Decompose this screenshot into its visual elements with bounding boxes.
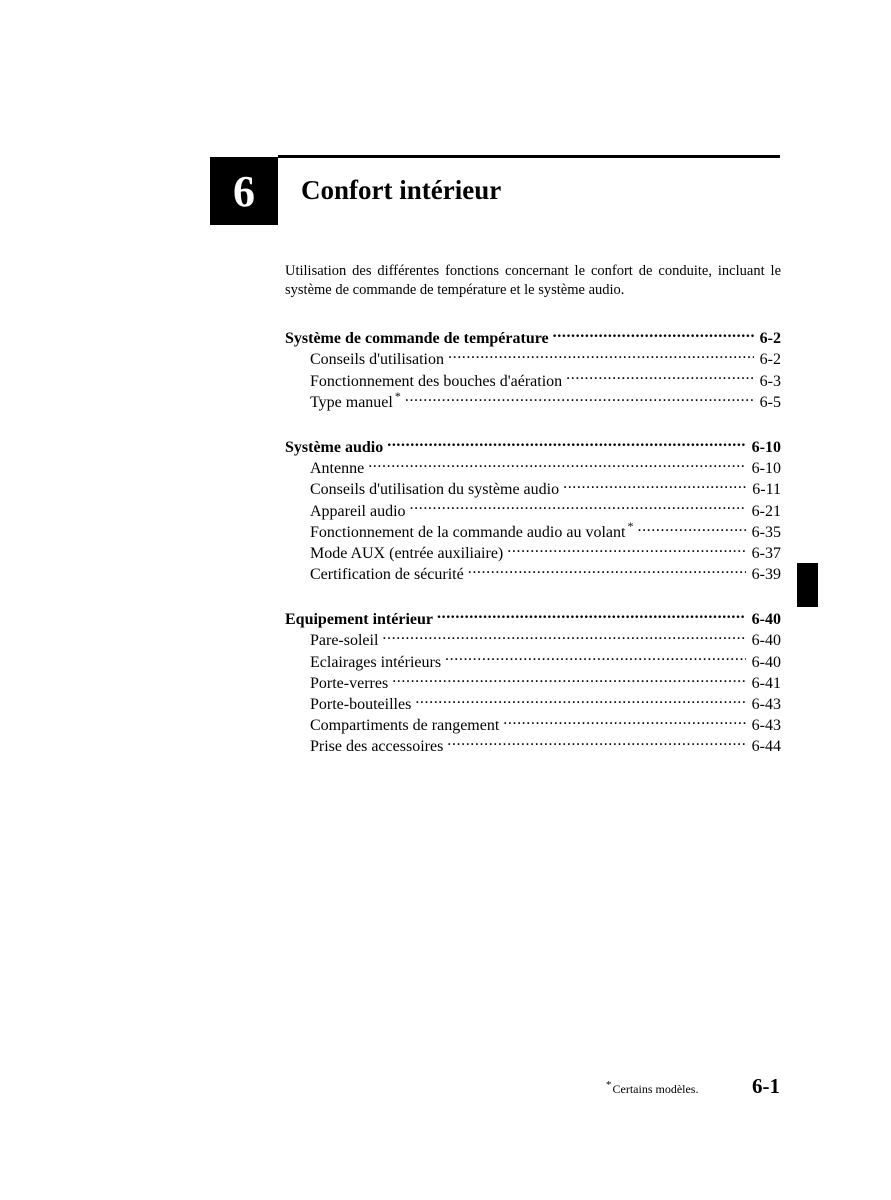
toc-page-ref: 6-11 xyxy=(752,481,781,499)
toc-page-ref: 6-5 xyxy=(759,393,781,411)
toc-entry-text: Certification de sécurité xyxy=(310,566,464,584)
dot-leader xyxy=(415,688,745,709)
toc-entry-text: Compartiments de rangement xyxy=(310,717,500,735)
toc-section-heading[interactable] xyxy=(285,322,781,348)
toc-entry-text: Conseils d'utilisation du système audio xyxy=(310,481,560,499)
toc-page-ref: 6-43 xyxy=(751,696,781,713)
toc-entry-text: Appareil audio xyxy=(310,502,406,520)
dot-leader xyxy=(368,452,745,473)
dot-leader xyxy=(448,343,754,364)
toc-entry-label xyxy=(285,458,364,479)
toc-entry-text: Conseils d'utilisation xyxy=(310,351,444,369)
toc-page-ref: 6-3 xyxy=(759,372,781,390)
toc-page-ref: 6-40 xyxy=(751,653,781,671)
toc-page-ref: 6-39 xyxy=(751,566,781,584)
toc-entry-label xyxy=(285,564,464,585)
toc-entry-label xyxy=(285,736,443,757)
toc-page-ref: 6-40 xyxy=(751,611,781,629)
chapter-number: 6 xyxy=(233,166,255,216)
toc-entry-label xyxy=(285,630,378,651)
dot-leader xyxy=(468,558,746,579)
dot-leader xyxy=(405,386,754,407)
chapter-number-box xyxy=(210,157,278,225)
dot-leader xyxy=(445,645,746,666)
toc-page-ref: 6-2 xyxy=(759,330,781,348)
toc-entry-text: Pare-soleil xyxy=(310,632,379,650)
toc-page-ref: 6-40 xyxy=(751,632,781,650)
toc-page-ref: 6-43 xyxy=(751,717,781,735)
footnote xyxy=(606,1079,698,1097)
toc-entry-text: Système audio xyxy=(285,438,384,456)
dot-leader xyxy=(503,709,745,730)
dot-leader xyxy=(382,624,745,645)
dot-leader xyxy=(437,603,746,624)
dot-leader xyxy=(566,364,754,385)
toc-entry-text: Eclairages intérieurs xyxy=(310,653,442,671)
toc-entry-text: Equipement intérieur xyxy=(285,611,433,629)
toc-entry-text: Antenne xyxy=(310,460,365,478)
chapter-intro: Utilisation des différentes fonctions concernant le confort de conduite, incluant le système de commande de température et le système audio. xyxy=(285,263,781,298)
chapter-title: Confort intérieur xyxy=(301,175,502,205)
toc-section-heading[interactable] xyxy=(285,603,781,629)
page-number: 6-1 xyxy=(752,1074,780,1098)
table-of-contents xyxy=(285,322,781,775)
toc-entry-text: Système de commande de température xyxy=(285,330,549,348)
dot-leader xyxy=(410,494,746,515)
chapter-side-tab xyxy=(797,563,818,607)
toc-entry-label xyxy=(285,501,406,522)
toc-section xyxy=(285,322,781,411)
toc-page-ref: 6-35 xyxy=(751,523,781,541)
toc-entry-label xyxy=(285,349,444,370)
toc-page-ref: 6-10 xyxy=(751,460,781,478)
toc-entry-text: Porte-bouteilles xyxy=(310,696,412,713)
toc-entry-text: Fonctionnement des bouches d'aération xyxy=(310,372,563,390)
toc-entry-text: Porte-verres xyxy=(310,674,389,692)
footnote-text: Certains modèles. xyxy=(612,1082,699,1096)
toc-page-ref: 6-2 xyxy=(759,351,781,369)
toc-section xyxy=(285,431,781,584)
toc-entry-label xyxy=(285,389,401,413)
asterisk-mark: * xyxy=(627,519,634,534)
toc-entry-text: Mode AUX (entrée auxiliaire) xyxy=(310,544,504,562)
dot-leader xyxy=(507,537,745,558)
toc-page-ref: 6-44 xyxy=(751,738,781,756)
toc-page-ref: 6-21 xyxy=(751,502,781,520)
toc-entry-label xyxy=(285,673,388,694)
dot-leader xyxy=(563,473,746,494)
toc-page-ref: 6-10 xyxy=(751,438,781,456)
toc-entry-label xyxy=(285,694,411,715)
dot-leader xyxy=(637,516,745,537)
dot-leader xyxy=(392,667,745,688)
asterisk-mark: * xyxy=(394,389,401,404)
toc-section xyxy=(285,603,781,756)
footnote-mark: * xyxy=(606,1079,612,1091)
toc-entry-text: Fonctionnement de la commande audio au volant xyxy=(310,523,626,541)
toc-page-ref: 6-41 xyxy=(751,674,781,692)
toc-entry-text: Prise des accessoires xyxy=(310,738,444,756)
toc-page-ref: 6-37 xyxy=(751,544,781,562)
toc-entry-text: Type manuel xyxy=(310,393,393,411)
title-rule xyxy=(278,155,780,158)
dot-leader xyxy=(447,730,745,751)
toc-section-heading[interactable] xyxy=(285,431,781,456)
dot-leader xyxy=(387,431,745,452)
dot-leader xyxy=(553,322,754,343)
